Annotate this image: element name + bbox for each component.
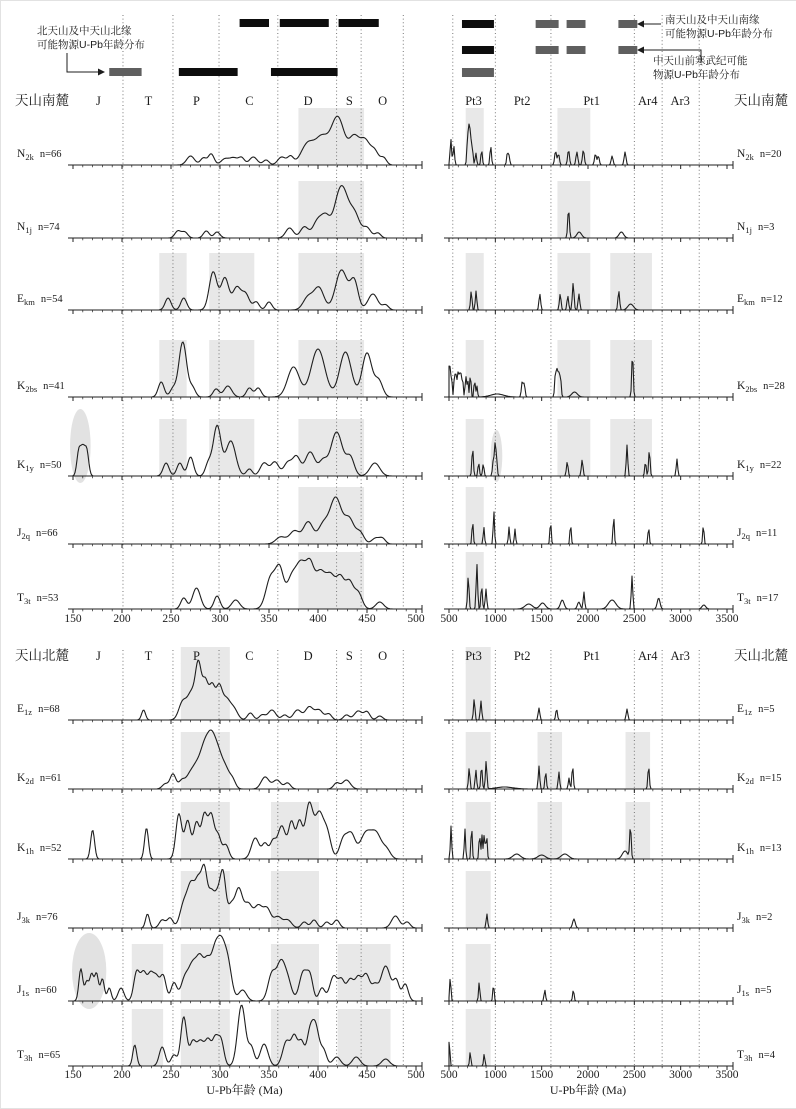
period-label: P (193, 649, 200, 663)
period-label: Pt3 (465, 649, 482, 663)
axis-tick-label: 300 (211, 1069, 229, 1081)
kde-curve-J3k (73, 864, 416, 928)
source-age-bar (462, 68, 494, 77)
axis-tick-label: 400 (309, 1069, 327, 1081)
annotation-south-source (665, 14, 773, 42)
kde-curve-K1h (73, 802, 416, 859)
axis-tick-label: 250 (162, 1069, 180, 1081)
axis-tick-label: 3000 (669, 613, 693, 625)
source-age-bar (462, 20, 494, 28)
kde-curve-T3t (73, 558, 416, 609)
age-highlight-band (181, 732, 230, 789)
source-age-bar (618, 20, 637, 28)
south-source-arrow-head (637, 21, 644, 28)
source-age-bar (179, 68, 238, 76)
axis-title: U-Pb年龄 (Ma) (549, 1083, 627, 1097)
axis-tick-label: 500 (440, 1069, 458, 1081)
era-highlight-band (181, 647, 230, 664)
stratigraphic-unit-label: $E_{1z}$ n=68 (17, 703, 60, 717)
axis-tick-label: 450 (358, 1069, 376, 1081)
kde-curve-J3k (449, 914, 727, 928)
stratigraphic-unit-label: $J_{3k}$ n=76 (17, 911, 58, 925)
period-label: J (96, 649, 101, 663)
age-highlight-band (466, 663, 491, 720)
source-age-bar (567, 46, 586, 54)
age-highlight-band (610, 419, 652, 476)
age-highlight-band (298, 340, 364, 397)
period-label: Ar3 (670, 649, 690, 663)
labels-layer (15, 92, 788, 1097)
age-highlight-band (466, 419, 484, 476)
period-label: Ar3 (670, 94, 690, 108)
stratigraphic-unit-label: $E_{km}$ n=54 (17, 293, 63, 307)
axis-tick-label: 500 (440, 613, 458, 625)
annotation-line: 南天山及中天山南缘 (665, 14, 760, 26)
kde-curve-J2q (449, 512, 727, 544)
period-label: T (144, 649, 153, 663)
kde-curve-K1h (449, 826, 727, 859)
stratigraphic-unit-label: $K_{2d}$ n=15 (737, 772, 782, 786)
kde-curve-K2d (73, 730, 416, 789)
stratigraphic-unit-label: $E_{1z}$ n=5 (737, 703, 775, 717)
stratigraphic-unit-label: $J_{1s}$ n=5 (737, 984, 772, 998)
annotation-line: 可能物源U-Pb年龄分布 (37, 38, 145, 51)
age-highlight-band (132, 944, 163, 1001)
stratigraphic-unit-label: $T_{3h}$ n=4 (737, 1049, 775, 1063)
age-highlight-band (298, 108, 364, 165)
age-highlight-band (557, 253, 590, 310)
axis-tick-label: 500 (407, 1069, 425, 1081)
period-label: P (193, 94, 200, 108)
axis-tick-label: 1500 (530, 1069, 554, 1081)
stratigraphic-unit-label: $T_{3h}$ n=65 (17, 1049, 61, 1063)
age-highlight-band (181, 871, 230, 928)
stratigraphic-unit-label: $K_{1h}$ n=52 (17, 842, 62, 856)
age-highlight-band (181, 944, 230, 1001)
source-age-bar (536, 46, 559, 54)
age-highlight-band (209, 253, 254, 310)
axis-tick-label: 150 (64, 613, 82, 625)
axis-tick-label: 150 (64, 1069, 82, 1081)
stratigraphic-unit-label: $J_{1s}$ n=60 (17, 984, 57, 998)
source-age-bar (280, 19, 329, 27)
stratigraphic-unit-label: $K_{2d}$ n=61 (17, 772, 62, 786)
axis-tick-label: 1000 (483, 1069, 507, 1081)
kde-curve-N1j (73, 186, 416, 238)
age-highlight-band (626, 732, 651, 789)
age-highlight-band (181, 802, 230, 859)
period-label: J (96, 94, 101, 108)
axis-tick-label: 450 (358, 613, 376, 625)
stratigraphic-unit-label: $K_{2bs}$ n=28 (737, 380, 785, 394)
stratigraphic-unit-label: $N_{1j}$ n=3 (737, 221, 775, 235)
axis-tick-label: 200 (113, 613, 131, 625)
source-age-bar (271, 68, 338, 76)
kde-curve-E1z (73, 660, 416, 720)
axis-tick-label: 3500 (715, 1069, 739, 1081)
kde-curve-E1z (449, 700, 727, 720)
stratigraphic-unit-label: $N_{2k}$ n=66 (17, 148, 62, 162)
age-highlight-band (557, 181, 590, 238)
kde-curve-N2k (73, 116, 416, 165)
period-label: D (303, 649, 313, 663)
axis-tick-label: 3500 (715, 613, 739, 625)
stratigraphic-unit-label: $N_{2k}$ n=20 (737, 148, 782, 162)
axis-tick-label: 1500 (530, 613, 554, 625)
north-source-arrow-head (98, 69, 105, 76)
source-age-bars-layer (67, 19, 701, 77)
period-label: T (144, 94, 153, 108)
stratigraphic-unit-label: $K_{2bs}$ n=41 (17, 380, 65, 394)
period-label: Ar4 (638, 649, 658, 663)
stratigraphic-unit-label: $J_{2q}$ n=11 (737, 527, 778, 541)
annotation-north-source (37, 25, 145, 53)
annotation-line: 北天山及中天山北缘 (37, 25, 132, 37)
axis-tick-label: 350 (260, 613, 278, 625)
stratigraphic-unit-label: $J_{2q}$ n=66 (17, 527, 58, 541)
age-highlight-band (338, 1009, 391, 1066)
period-label: D (303, 94, 313, 108)
period-label: O (378, 649, 388, 663)
age-highlight-band (298, 487, 364, 544)
age-highlight-band (610, 253, 652, 310)
kde-curve-T3t (449, 565, 727, 610)
kde-curve-K2d (449, 762, 727, 790)
age-highlight-band (537, 802, 562, 859)
period-label: C (245, 94, 254, 108)
period-label: Ar4 (638, 94, 658, 108)
axis-tick-label: 2500 (622, 613, 646, 625)
age-highlight-band (271, 871, 319, 928)
zircon-age-distribution-chart (1, 1, 796, 1108)
source-age-bar (618, 46, 637, 54)
axis-tick-label: 350 (260, 1069, 278, 1081)
period-label: O (378, 94, 388, 108)
age-highlight-band (557, 340, 590, 397)
source-age-bar (339, 19, 379, 27)
kde-curve-T3h (449, 1042, 727, 1066)
stratigraphic-unit-label: $K_{1h}$ n=13 (737, 842, 782, 856)
source-age-bar (240, 19, 269, 27)
stratigraphic-unit-label: $N_{1j}$ n=74 (17, 221, 60, 235)
panel-side-label: 天山北麓 (15, 648, 69, 663)
stratigraphic-unit-label: $K_{1y}$ n=50 (17, 459, 62, 473)
kde-curve-J2q (73, 497, 416, 544)
period-label: Pt1 (583, 649, 601, 663)
annotation-precambrian-source (653, 55, 748, 83)
axis-tick-label: 3000 (669, 1069, 693, 1081)
period-label: Pt2 (513, 649, 531, 663)
axis-tick-label: 200 (113, 1069, 131, 1081)
annotation-line: 中天山前寒武纪可能 (653, 55, 748, 67)
period-label: Pt2 (513, 94, 531, 108)
axis-tick-label: 2500 (622, 1069, 646, 1081)
source-age-bar (536, 20, 559, 28)
axis-tick-label: 500 (407, 613, 425, 625)
age-highlight-band (298, 552, 364, 609)
age-highlight-band (466, 871, 491, 928)
kde-curve-J1s (449, 979, 727, 1001)
panel-side-label: 天山南麓 (15, 93, 69, 108)
panel-side-label: 天山南麓 (734, 93, 788, 108)
stratigraphic-unit-label: $T_{3t}$ n=53 (17, 592, 59, 606)
stratigraphic-unit-label: $T_{3t}$ n=17 (737, 592, 779, 606)
period-label: Pt3 (465, 94, 482, 108)
age-highlight-band (466, 487, 484, 544)
source-age-bar (567, 20, 586, 28)
source-age-bar (462, 46, 494, 54)
source-age-bar (109, 68, 141, 76)
period-label: Pt1 (583, 94, 601, 108)
precambrian-source-arrow-head (637, 47, 644, 54)
age-highlight-band (181, 1009, 230, 1066)
panel-side-label: 天山北麓 (734, 648, 788, 663)
north-source-arrow (67, 53, 98, 72)
period-label: S (345, 649, 353, 663)
axis-tick-label: 250 (162, 613, 180, 625)
axis-tick-label: 300 (211, 613, 229, 625)
annotation-line: 物源U-Pb年龄分布 (653, 68, 740, 81)
axis-tick-label: 400 (309, 613, 327, 625)
stratigraphic-unit-label: $K_{1y}$ n=22 (737, 459, 782, 473)
annotation-line: 可能物源U-Pb年龄分布 (665, 27, 773, 40)
stratigraphic-unit-label: $E_{km}$ n=12 (737, 293, 783, 307)
age-highlight-band (557, 419, 590, 476)
axis-tick-label: 2000 (576, 613, 600, 625)
axis-title: U-Pb年龄 (Ma) (206, 1083, 283, 1097)
period-label: S (345, 94, 353, 108)
highlight-bands-layer (70, 108, 652, 1066)
axis-tick-label: 1000 (483, 613, 507, 625)
period-label: C (245, 649, 254, 663)
stratigraphic-unit-label: $J_{3k}$ n=2 (737, 911, 773, 925)
axis-tick-label: 2000 (576, 1069, 600, 1081)
age-highlight-band (557, 108, 590, 165)
